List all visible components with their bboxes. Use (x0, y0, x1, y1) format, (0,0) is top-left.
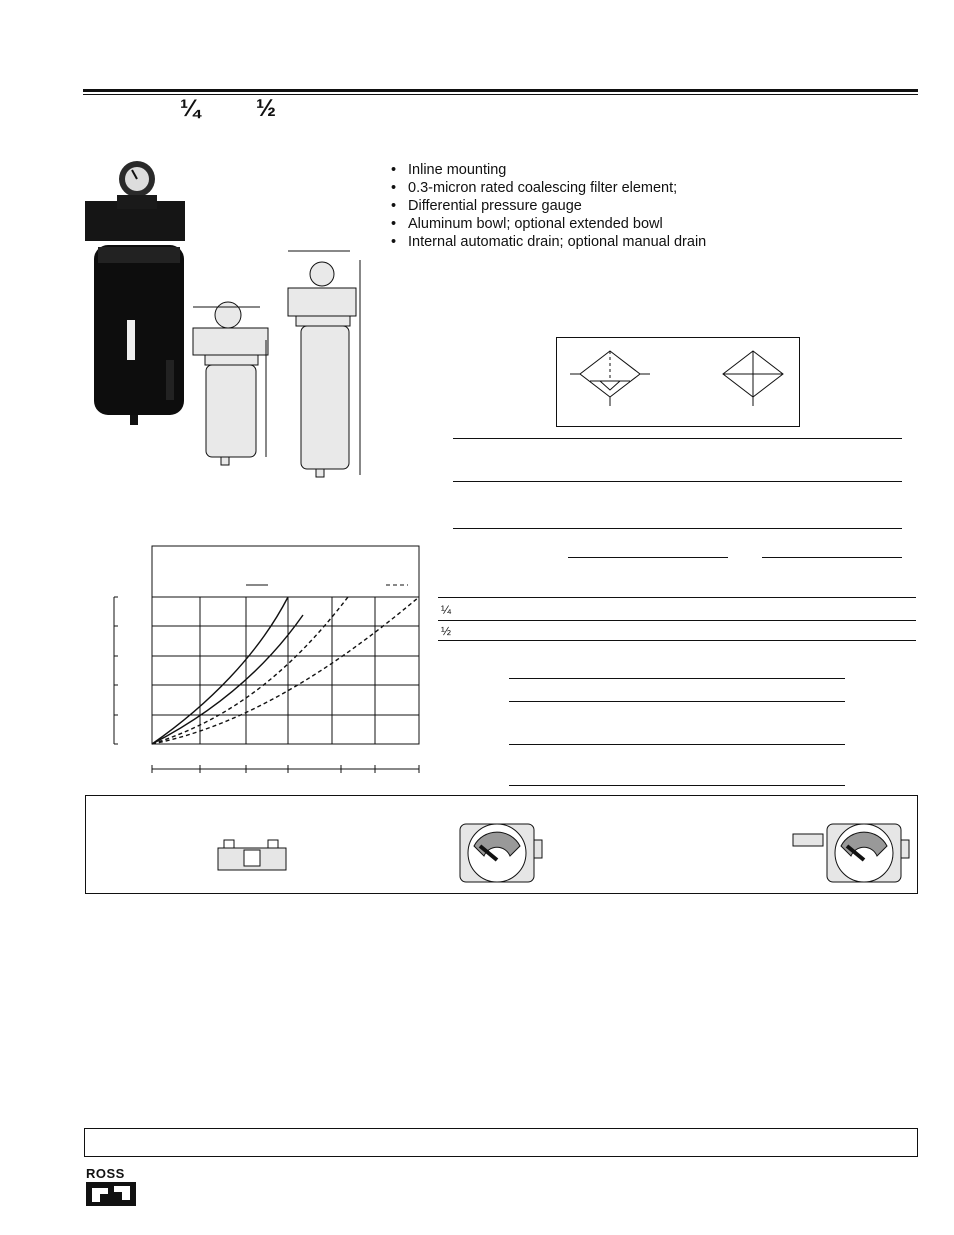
filter-drawing-tall (288, 251, 360, 477)
size-row-label: ¼ (441, 603, 452, 617)
feature-item: • Internal automatic drain; optional manual drain (391, 233, 706, 251)
symbol-box (556, 337, 800, 427)
feature-item: • 0.3-micron rated coalescing filter element; (391, 179, 706, 197)
filter-drawing-medium (193, 302, 268, 465)
table-rule (438, 597, 916, 598)
table-rule (438, 640, 916, 641)
table-rule (509, 701, 845, 702)
gauge-drawing (454, 816, 544, 888)
feature-item: • Inline mounting (391, 161, 706, 179)
feature-item: • Aluminum bowl; optional extended bowl (391, 215, 706, 233)
filter-photo (85, 161, 185, 425)
ross-logo-text: ROSS (86, 1166, 125, 1181)
table-rule (568, 557, 728, 558)
flow-chart (108, 545, 428, 777)
table-rule (453, 528, 902, 529)
size-half-heading: ½ (256, 95, 277, 122)
accessories-box (85, 795, 918, 894)
x-axis-scale (152, 765, 419, 773)
table-rule (509, 678, 845, 679)
table-rule (453, 481, 902, 482)
symbol-filter (723, 351, 783, 406)
size-quarter-heading: ¼ (180, 95, 201, 122)
feature-list (391, 161, 706, 251)
feature-item: • Differential pressure gauge (391, 197, 706, 215)
filter-symbols (557, 338, 799, 426)
table-rule (762, 557, 902, 558)
footer-box (84, 1128, 918, 1157)
chart-grid (152, 597, 419, 744)
table-rule (509, 744, 845, 745)
header-rule-thick (83, 89, 918, 92)
ross-logo-mark (86, 1182, 136, 1206)
chart-series (152, 597, 419, 744)
gauge-with-switch-drawing (791, 816, 911, 888)
table-rule (453, 438, 902, 439)
table-rule (438, 620, 916, 621)
header-rule-thin (83, 94, 918, 95)
table-rule (509, 785, 845, 786)
product-illustration (80, 155, 380, 485)
mounting-bracket-drawing (216, 836, 288, 872)
size-row-label: ½ (441, 624, 452, 638)
symbol-filter-auto-drain (570, 351, 650, 406)
y-axis-scale (114, 597, 118, 744)
series-line (152, 597, 419, 744)
series-line (152, 597, 288, 744)
